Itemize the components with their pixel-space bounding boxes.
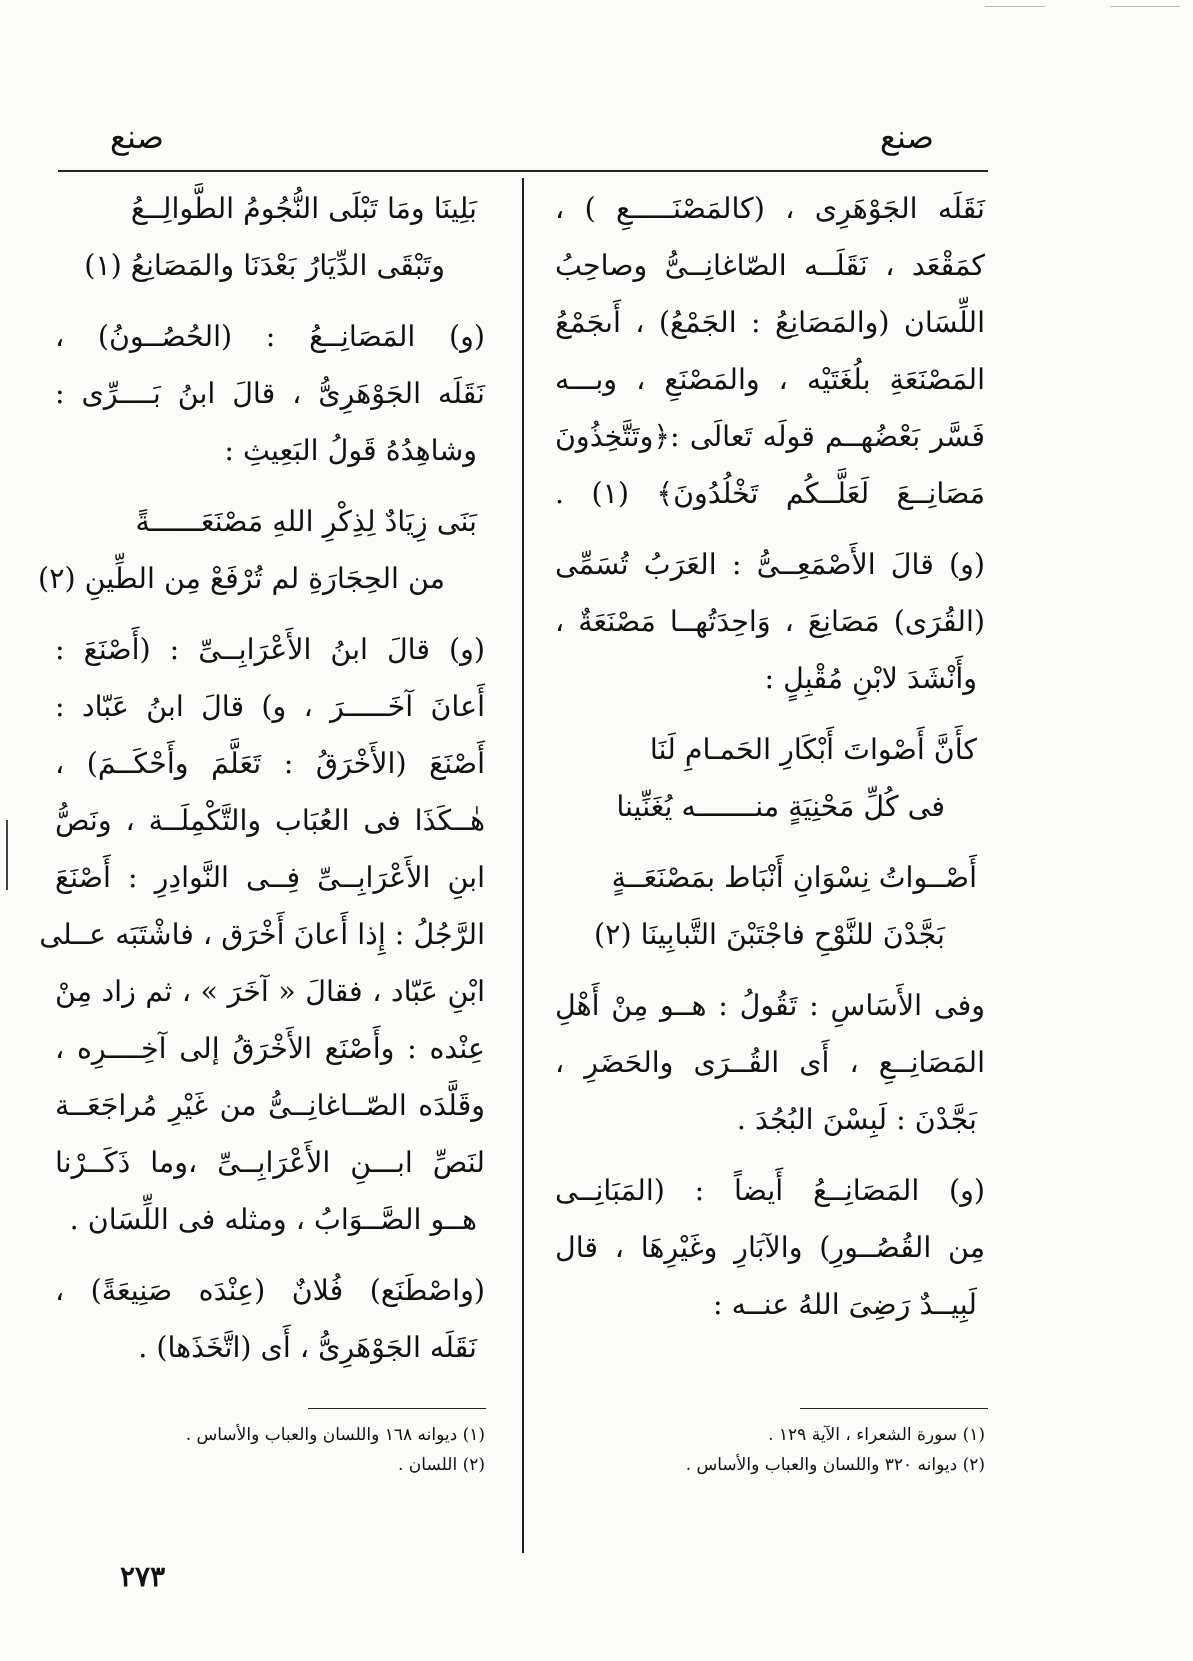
page-number: ٢٧٣ xyxy=(120,1560,166,1593)
text-line: (واصْطَنَع) فُلانٌ (عِنْدَه صَنِيعَةً) ، xyxy=(55,1274,485,1307)
text-line: (و) قالَ الأَصْمَعِــىُّ : العَرَبُ تُسَمِّى xyxy=(555,548,985,581)
text-line: المَصَانِــعِ ، أَى القُــرَى والحَضَرِ ، xyxy=(555,1046,985,1079)
text-line: ابنِ الأَعْرَابِــىِّ فِــى النَّوادِرِ : أَصْنَعَ xyxy=(55,861,485,894)
scan-margin-mark xyxy=(6,820,8,890)
text-line: وأَنْشَدَ لابْنِ مُقْبِلٍ : xyxy=(764,662,977,695)
text-line: هٰــكَذَا فى العُبَاب والتَّكْمِلَــة ، ونَصُّ xyxy=(55,804,485,837)
text-line: وفى الأَسَاسِ : تَقُولُ : هــو مِنْ أَهْلِ xyxy=(555,989,985,1022)
left-column xyxy=(38,180,485,1376)
footnote: (٢) ديوانه ٣٢٠ واللسان والعباب والأساس . xyxy=(685,1455,985,1475)
text-line: مِن القُصُــورِ) والآبَارِ وغَيْرِهَا ، قال xyxy=(555,1231,985,1264)
column-divider xyxy=(522,178,524,1553)
verse-line: فى كُلِّ مَحْنِيَةٍ منـــــــه يُغَنِّينا xyxy=(616,790,945,823)
text-line: الرَّجُلُ : إِذا أَعانَ أَخْرَق ، فاشْتَبَه عــلى xyxy=(39,918,485,951)
text-line: (و) المَصَانِــعُ : (الحُصُــونُ) ، xyxy=(55,320,485,353)
text-line: فَسَّر بَعْضُهــم قولَه تَعالَى :﴿وتَتَّخِذُونَ xyxy=(555,420,985,453)
text-line: (و) قالَ ابنُ الأَعْرَابِــىِّ : (أَصْنَعَ : xyxy=(55,633,485,666)
scan-edge-mark xyxy=(1110,6,1180,7)
verse-line: بَجَّدْنَ للنَّوْحِ فاجْتَبْنَ التَّبابِينَا (٢) xyxy=(594,918,945,951)
text-line: (القُرَى) مَصَانِعَ ، وَاحِدَتُهــا مَصْنَعَةٌ ، xyxy=(555,605,985,638)
footnotes-right xyxy=(555,1420,985,1480)
text-line: أَعانَ آخَـــــرَ ، و) قالَ ابنُ عَبّاد : xyxy=(55,690,485,723)
text-line: وشاهِدُهُ قَولُ البَعِيثِ : xyxy=(224,434,477,467)
verse-line: من الحِجَارَةِ لم تُرْفَعْ مِن الطِّينِ (٢) xyxy=(38,562,445,595)
text-line: نَقَلَه الجَوْهَرِى ، (كالمَصْنَـــــعِ ) ، xyxy=(555,192,985,225)
text-line: المَصْنَعَةِ بلُغَتَيْه ، والمَصْنَعِ ، وبـــه xyxy=(555,363,985,396)
text-line: لَبِيــدٌ رَضِىَ اللهُ عنــه : xyxy=(712,1288,977,1321)
text-line: نَقَلَه الجَوْهَرِىُّ ، أَى (اتَّخَذَها) . xyxy=(138,1331,477,1364)
footnote-rule xyxy=(308,1408,486,1409)
footnotes-left xyxy=(55,1420,485,1480)
footnote: (١) سورة الشعراء ، الآية ١٢٩ . xyxy=(768,1425,985,1445)
verse-line: أَصْــواتُ نِسْوَانِ أَنْبَاط بمَصْنَعَــةٍ xyxy=(611,861,977,894)
text-line: نَقَلَه الجَوْهَرِىُّ ، قالَ ابنُ بَــــرِّى : xyxy=(55,377,485,410)
text-line: مَصَانِــعَ لَعَلَّــكُم تَخْلُدُونَ﴾ (١) . xyxy=(555,477,985,510)
text-line: لنَصِّ ابـــنِ الأَعْرَابِــىِّ ،وما ذَكَــرْنا xyxy=(55,1146,485,1179)
verse-line: بَلِينَا ومَا تَبْلَى النُّجُومُ الطَّوالِــعُ xyxy=(130,192,477,225)
footnote: (٢) اللسان . xyxy=(398,1455,485,1475)
footnote-rule xyxy=(800,1408,988,1409)
text-line: اللِّسَان (والمَصَانِعُ : الجَمْعُ) ، أَىجَمْعُ xyxy=(555,306,985,339)
verse-line: وتَبْقَى الدِّيَارُ بَعْدَنَا والمَصَانِعُ (١) xyxy=(84,249,445,282)
text-line: بَجَّدْنَ : لَبِسْنَ البُجُدَ . xyxy=(736,1103,977,1136)
text-line: أَصْنَعَ (الأَخْرَقُ : تَعَلَّمَ وأَحْكَــمَ) ، xyxy=(55,747,485,780)
running-head-right: صنع xyxy=(880,118,934,156)
text-line: كمَقْعَد ، نَقَلَــه الصّاغانِــىُّ وصاحِبُ xyxy=(555,249,985,282)
scan-edge-mark xyxy=(985,6,1045,7)
verse-line: كأَنَّ أَصْواتَ أَبْكَارِ الحَمـامِ لَنَا xyxy=(649,733,977,766)
footnote: (١) ديوانه ١٦٨ واللسان والعباب والأساس . xyxy=(185,1425,485,1445)
right-column xyxy=(555,180,985,1333)
text-line: وقَلَّدَه الصّــاغانِــىُّ من غَيْرِ مُراجَعَــة xyxy=(55,1089,485,1122)
text-line: ابْنِ عَبّاد ، فقالَ « آخَرَ » ، ثم زاد مِنْ xyxy=(55,975,485,1008)
running-head-left: صنع xyxy=(110,118,164,156)
text-line: (و) المَصَانِــعُ أَيضاً : (المَبَانِــى xyxy=(555,1174,985,1207)
header-rule xyxy=(58,170,988,172)
text-line: عِنْده : وأَصْنَع الأَخْرَقُ إلى آخِــــرِه ، xyxy=(55,1032,485,1065)
text-line: هــو الصَّــوَابُ ، ومثله فى اللِّسَان . xyxy=(69,1203,477,1236)
verse-line: بَنَى زِيَادٌ لِذِكْرِ اللهِ مَصْنَعَــــــةً xyxy=(135,505,477,538)
